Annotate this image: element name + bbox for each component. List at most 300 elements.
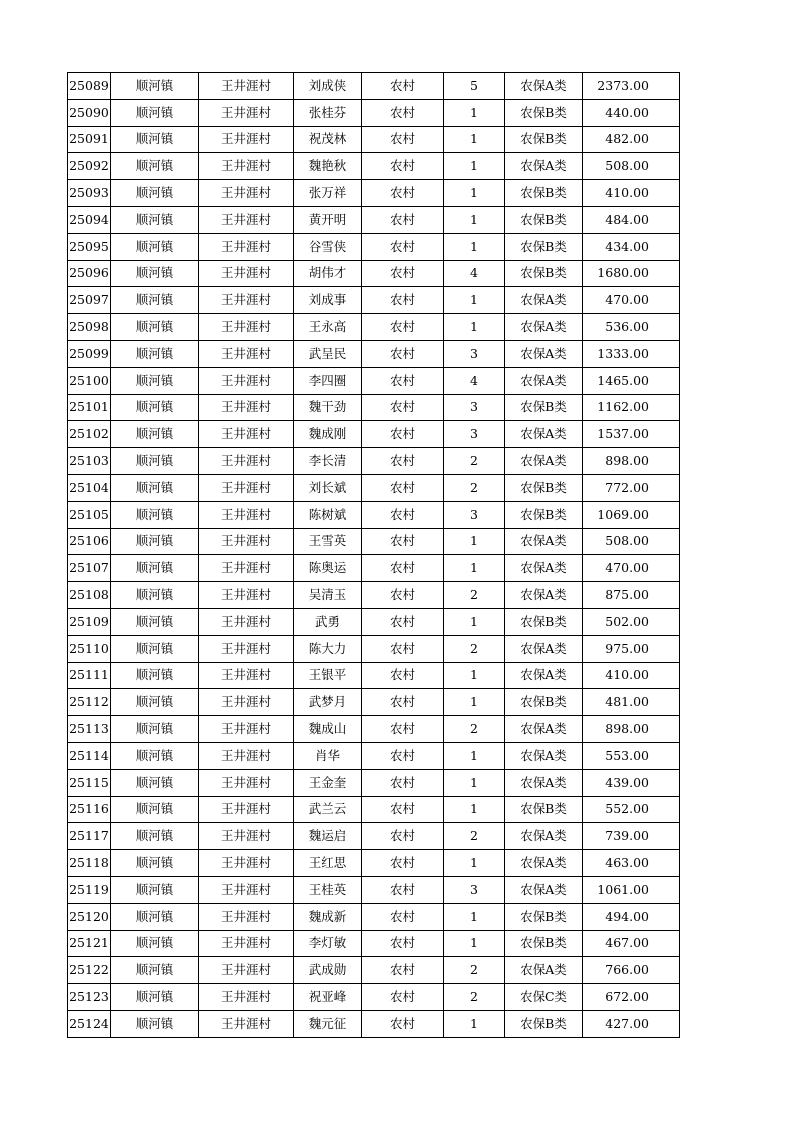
- table-row: [68, 153, 680, 180]
- type-cell: 农村: [362, 394, 444, 421]
- amount-cell: 440.00: [583, 99, 680, 126]
- table-row: [68, 876, 680, 903]
- town-cell: 顺河镇: [111, 582, 199, 609]
- amount-cell: 1680.00: [583, 260, 680, 287]
- count-cell: 1: [444, 233, 505, 260]
- name-cell: 王永高: [294, 314, 362, 341]
- category-cell: 农保A类: [505, 73, 583, 100]
- name-cell: 魏成刚: [294, 421, 362, 448]
- record-id-cell: 25112: [68, 689, 111, 716]
- record-id-cell: 25119: [68, 876, 111, 903]
- record-id-cell: 25122: [68, 957, 111, 984]
- type-cell: 农村: [362, 823, 444, 850]
- category-cell: 农保A类: [505, 742, 583, 769]
- village-cell: 王井涯村: [199, 314, 294, 341]
- village-cell: 王井涯村: [199, 287, 294, 314]
- amount-cell: 410.00: [583, 180, 680, 207]
- category-cell: 农保B类: [505, 233, 583, 260]
- village-cell: 王井涯村: [199, 769, 294, 796]
- type-cell: 农村: [362, 742, 444, 769]
- category-cell: 农保A类: [505, 957, 583, 984]
- village-cell: 王井涯村: [199, 957, 294, 984]
- name-cell: 刘长斌: [294, 474, 362, 501]
- village-cell: 王井涯村: [199, 716, 294, 743]
- name-cell: 魏元征: [294, 1010, 362, 1037]
- village-cell: 王井涯村: [199, 260, 294, 287]
- town-cell: 顺河镇: [111, 796, 199, 823]
- record-id-cell: 25123: [68, 984, 111, 1011]
- category-cell: 农保B类: [505, 260, 583, 287]
- category-cell: 农保B类: [505, 1010, 583, 1037]
- village-cell: 王井涯村: [199, 99, 294, 126]
- type-cell: 农村: [362, 260, 444, 287]
- village-cell: 王井涯村: [199, 876, 294, 903]
- type-cell: 农村: [362, 984, 444, 1011]
- record-id-cell: 25101: [68, 394, 111, 421]
- amount-cell: 1069.00: [583, 501, 680, 528]
- count-cell: 1: [444, 528, 505, 555]
- table-body: [68, 73, 680, 1038]
- table-row: [68, 448, 680, 475]
- count-cell: 3: [444, 394, 505, 421]
- town-cell: 顺河镇: [111, 635, 199, 662]
- table-row: [68, 73, 680, 100]
- record-id-cell: 25108: [68, 582, 111, 609]
- amount-cell: 898.00: [583, 716, 680, 743]
- category-cell: 农保A类: [505, 769, 583, 796]
- village-cell: 王井涯村: [199, 635, 294, 662]
- amount-cell: 508.00: [583, 528, 680, 555]
- count-cell: 1: [444, 180, 505, 207]
- town-cell: 顺河镇: [111, 73, 199, 100]
- amount-cell: 502.00: [583, 608, 680, 635]
- category-cell: 农保A类: [505, 850, 583, 877]
- name-cell: 武成勋: [294, 957, 362, 984]
- category-cell: 农保A类: [505, 876, 583, 903]
- category-cell: 农保B类: [505, 930, 583, 957]
- table-row: [68, 367, 680, 394]
- name-cell: 武呈民: [294, 340, 362, 367]
- count-cell: 1: [444, 126, 505, 153]
- name-cell: 陈奥运: [294, 555, 362, 582]
- type-cell: 农村: [362, 1010, 444, 1037]
- town-cell: 顺河镇: [111, 903, 199, 930]
- town-cell: 顺河镇: [111, 340, 199, 367]
- table-row: [68, 823, 680, 850]
- count-cell: 1: [444, 742, 505, 769]
- count-cell: 1: [444, 850, 505, 877]
- amount-cell: 772.00: [583, 474, 680, 501]
- record-id-cell: 25124: [68, 1010, 111, 1037]
- type-cell: 农村: [362, 287, 444, 314]
- name-cell: 黄开明: [294, 206, 362, 233]
- village-cell: 王井涯村: [199, 206, 294, 233]
- name-cell: 胡伟才: [294, 260, 362, 287]
- type-cell: 农村: [362, 528, 444, 555]
- town-cell: 顺河镇: [111, 608, 199, 635]
- amount-cell: 766.00: [583, 957, 680, 984]
- name-cell: 谷雪侠: [294, 233, 362, 260]
- town-cell: 顺河镇: [111, 314, 199, 341]
- count-cell: 2: [444, 823, 505, 850]
- name-cell: 陈大力: [294, 635, 362, 662]
- town-cell: 顺河镇: [111, 260, 199, 287]
- village-cell: 王井涯村: [199, 501, 294, 528]
- table-row: [68, 421, 680, 448]
- town-cell: 顺河镇: [111, 233, 199, 260]
- count-cell: 1: [444, 769, 505, 796]
- category-cell: 农保B类: [505, 608, 583, 635]
- village-cell: 王井涯村: [199, 608, 294, 635]
- record-id-cell: 25096: [68, 260, 111, 287]
- town-cell: 顺河镇: [111, 394, 199, 421]
- count-cell: 2: [444, 984, 505, 1011]
- village-cell: 王井涯村: [199, 180, 294, 207]
- type-cell: 农村: [362, 716, 444, 743]
- amount-cell: 484.00: [583, 206, 680, 233]
- amount-cell: 875.00: [583, 582, 680, 609]
- count-cell: 1: [444, 662, 505, 689]
- name-cell: 王红思: [294, 850, 362, 877]
- category-cell: 农保B类: [505, 99, 583, 126]
- village-cell: 王井涯村: [199, 421, 294, 448]
- category-cell: 农保A类: [505, 528, 583, 555]
- amount-cell: 898.00: [583, 448, 680, 475]
- category-cell: 农保A类: [505, 367, 583, 394]
- table-row: [68, 742, 680, 769]
- town-cell: 顺河镇: [111, 930, 199, 957]
- town-cell: 顺河镇: [111, 99, 199, 126]
- category-cell: 农保A类: [505, 716, 583, 743]
- table-row: [68, 957, 680, 984]
- town-cell: 顺河镇: [111, 1010, 199, 1037]
- category-cell: 农保A类: [505, 340, 583, 367]
- village-cell: 王井涯村: [199, 73, 294, 100]
- type-cell: 农村: [362, 501, 444, 528]
- record-id-cell: 25089: [68, 73, 111, 100]
- count-cell: 1: [444, 314, 505, 341]
- table-row: [68, 260, 680, 287]
- table-row: [68, 314, 680, 341]
- type-cell: 农村: [362, 367, 444, 394]
- type-cell: 农村: [362, 99, 444, 126]
- record-id-cell: 25114: [68, 742, 111, 769]
- category-cell: 农保A类: [505, 555, 583, 582]
- amount-cell: 1162.00: [583, 394, 680, 421]
- amount-cell: 536.00: [583, 314, 680, 341]
- name-cell: 刘成事: [294, 287, 362, 314]
- village-cell: 王井涯村: [199, 850, 294, 877]
- record-id-cell: 25103: [68, 448, 111, 475]
- table-row: [68, 180, 680, 207]
- type-cell: 农村: [362, 582, 444, 609]
- table-row: [68, 287, 680, 314]
- town-cell: 顺河镇: [111, 126, 199, 153]
- table-row: [68, 796, 680, 823]
- type-cell: 农村: [362, 769, 444, 796]
- town-cell: 顺河镇: [111, 876, 199, 903]
- category-cell: 农保A类: [505, 314, 583, 341]
- name-cell: 肖华: [294, 742, 362, 769]
- amount-cell: 739.00: [583, 823, 680, 850]
- category-cell: 农保A类: [505, 823, 583, 850]
- count-cell: 2: [444, 635, 505, 662]
- record-id-cell: 25118: [68, 850, 111, 877]
- type-cell: 农村: [362, 662, 444, 689]
- town-cell: 顺河镇: [111, 689, 199, 716]
- table-row: [68, 930, 680, 957]
- type-cell: 农村: [362, 876, 444, 903]
- count-cell: 4: [444, 367, 505, 394]
- category-cell: 农保B类: [505, 903, 583, 930]
- town-cell: 顺河镇: [111, 448, 199, 475]
- count-cell: 1: [444, 608, 505, 635]
- name-cell: 魏艳秋: [294, 153, 362, 180]
- table-row: [68, 662, 680, 689]
- type-cell: 农村: [362, 930, 444, 957]
- count-cell: 1: [444, 153, 505, 180]
- amount-cell: 1537.00: [583, 421, 680, 448]
- town-cell: 顺河镇: [111, 180, 199, 207]
- count-cell: 1: [444, 555, 505, 582]
- amount-cell: 552.00: [583, 796, 680, 823]
- town-cell: 顺河镇: [111, 662, 199, 689]
- amount-cell: 470.00: [583, 287, 680, 314]
- table-row: [68, 126, 680, 153]
- type-cell: 农村: [362, 850, 444, 877]
- village-cell: 王井涯村: [199, 528, 294, 555]
- type-cell: 农村: [362, 555, 444, 582]
- table-row: [68, 689, 680, 716]
- table-row: [68, 984, 680, 1011]
- amount-cell: 481.00: [583, 689, 680, 716]
- count-cell: 3: [444, 421, 505, 448]
- town-cell: 顺河镇: [111, 850, 199, 877]
- village-cell: 王井涯村: [199, 367, 294, 394]
- type-cell: 农村: [362, 608, 444, 635]
- table-row: [68, 501, 680, 528]
- category-cell: 农保A类: [505, 448, 583, 475]
- name-cell: 张桂芬: [294, 99, 362, 126]
- amount-cell: 427.00: [583, 1010, 680, 1037]
- amount-cell: 439.00: [583, 769, 680, 796]
- table-row: [68, 716, 680, 743]
- count-cell: 1: [444, 930, 505, 957]
- name-cell: 王银平: [294, 662, 362, 689]
- amount-cell: 434.00: [583, 233, 680, 260]
- record-id-cell: 25090: [68, 99, 111, 126]
- name-cell: 李长清: [294, 448, 362, 475]
- name-cell: 祝茂林: [294, 126, 362, 153]
- amount-cell: 1061.00: [583, 876, 680, 903]
- record-id-cell: 25099: [68, 340, 111, 367]
- village-cell: 王井涯村: [199, 903, 294, 930]
- name-cell: 刘成侠: [294, 73, 362, 100]
- count-cell: 1: [444, 99, 505, 126]
- amount-cell: 467.00: [583, 930, 680, 957]
- village-cell: 王井涯村: [199, 796, 294, 823]
- name-cell: 王桂英: [294, 876, 362, 903]
- record-id-cell: 25121: [68, 930, 111, 957]
- table-row: [68, 769, 680, 796]
- name-cell: 武梦月: [294, 689, 362, 716]
- type-cell: 农村: [362, 448, 444, 475]
- count-cell: 1: [444, 206, 505, 233]
- record-id-cell: 25120: [68, 903, 111, 930]
- amount-cell: 672.00: [583, 984, 680, 1011]
- amount-cell: 553.00: [583, 742, 680, 769]
- village-cell: 王井涯村: [199, 582, 294, 609]
- count-cell: 2: [444, 582, 505, 609]
- type-cell: 农村: [362, 689, 444, 716]
- type-cell: 农村: [362, 153, 444, 180]
- type-cell: 农村: [362, 126, 444, 153]
- category-cell: 农保B类: [505, 180, 583, 207]
- amount-cell: 1333.00: [583, 340, 680, 367]
- type-cell: 农村: [362, 903, 444, 930]
- table-row: [68, 474, 680, 501]
- type-cell: 农村: [362, 796, 444, 823]
- village-cell: 王井涯村: [199, 448, 294, 475]
- count-cell: 1: [444, 287, 505, 314]
- amount-cell: 410.00: [583, 662, 680, 689]
- count-cell: 1: [444, 1010, 505, 1037]
- count-cell: 4: [444, 260, 505, 287]
- table-row: [68, 528, 680, 555]
- count-cell: 1: [444, 796, 505, 823]
- record-id-cell: 25117: [68, 823, 111, 850]
- category-cell: 农保B类: [505, 126, 583, 153]
- name-cell: 魏干劲: [294, 394, 362, 421]
- record-id-cell: 25111: [68, 662, 111, 689]
- records-table: [67, 72, 680, 1038]
- type-cell: 农村: [362, 421, 444, 448]
- village-cell: 王井涯村: [199, 474, 294, 501]
- table-row: [68, 340, 680, 367]
- town-cell: 顺河镇: [111, 769, 199, 796]
- record-id-cell: 25104: [68, 474, 111, 501]
- name-cell: 魏成山: [294, 716, 362, 743]
- type-cell: 农村: [362, 73, 444, 100]
- type-cell: 农村: [362, 474, 444, 501]
- village-cell: 王井涯村: [199, 153, 294, 180]
- category-cell: 农保B类: [505, 689, 583, 716]
- table-row: [68, 608, 680, 635]
- table-row: [68, 99, 680, 126]
- record-id-cell: 25091: [68, 126, 111, 153]
- village-cell: 王井涯村: [199, 340, 294, 367]
- amount-cell: 2373.00: [583, 73, 680, 100]
- count-cell: 2: [444, 448, 505, 475]
- town-cell: 顺河镇: [111, 421, 199, 448]
- name-cell: 李灯敏: [294, 930, 362, 957]
- count-cell: 3: [444, 501, 505, 528]
- type-cell: 农村: [362, 635, 444, 662]
- name-cell: 魏成新: [294, 903, 362, 930]
- table-row: [68, 206, 680, 233]
- count-cell: 2: [444, 716, 505, 743]
- name-cell: 魏运启: [294, 823, 362, 850]
- village-cell: 王井涯村: [199, 689, 294, 716]
- name-cell: 王雪英: [294, 528, 362, 555]
- town-cell: 顺河镇: [111, 501, 199, 528]
- name-cell: 张万祥: [294, 180, 362, 207]
- type-cell: 农村: [362, 233, 444, 260]
- town-cell: 顺河镇: [111, 206, 199, 233]
- table-row: [68, 635, 680, 662]
- name-cell: 陈树斌: [294, 501, 362, 528]
- type-cell: 农村: [362, 340, 444, 367]
- village-cell: 王井涯村: [199, 233, 294, 260]
- category-cell: 农保B类: [505, 796, 583, 823]
- town-cell: 顺河镇: [111, 287, 199, 314]
- count-cell: 3: [444, 876, 505, 903]
- amount-cell: 482.00: [583, 126, 680, 153]
- village-cell: 王井涯村: [199, 394, 294, 421]
- name-cell: 李四圈: [294, 367, 362, 394]
- count-cell: 1: [444, 689, 505, 716]
- category-cell: 农保A类: [505, 662, 583, 689]
- town-cell: 顺河镇: [111, 528, 199, 555]
- village-cell: 王井涯村: [199, 126, 294, 153]
- name-cell: 祝亚峰: [294, 984, 362, 1011]
- category-cell: 农保A类: [505, 635, 583, 662]
- record-id-cell: 25106: [68, 528, 111, 555]
- amount-cell: 1465.00: [583, 367, 680, 394]
- record-id-cell: 25102: [68, 421, 111, 448]
- name-cell: 王金奎: [294, 769, 362, 796]
- table-row: [68, 903, 680, 930]
- table-row: [68, 850, 680, 877]
- town-cell: 顺河镇: [111, 474, 199, 501]
- name-cell: 武勇: [294, 608, 362, 635]
- category-cell: 农保A类: [505, 582, 583, 609]
- count-cell: 2: [444, 474, 505, 501]
- record-id-cell: 25097: [68, 287, 111, 314]
- village-cell: 王井涯村: [199, 555, 294, 582]
- village-cell: 王井涯村: [199, 984, 294, 1011]
- town-cell: 顺河镇: [111, 823, 199, 850]
- record-id-cell: 25095: [68, 233, 111, 260]
- count-cell: 5: [444, 73, 505, 100]
- record-id-cell: 25094: [68, 206, 111, 233]
- table-row: [68, 582, 680, 609]
- town-cell: 顺河镇: [111, 153, 199, 180]
- type-cell: 农村: [362, 957, 444, 984]
- count-cell: 1: [444, 903, 505, 930]
- category-cell: 农保B类: [505, 394, 583, 421]
- village-cell: 王井涯村: [199, 742, 294, 769]
- category-cell: 农保A类: [505, 153, 583, 180]
- record-id-cell: 25105: [68, 501, 111, 528]
- category-cell: 农保B类: [505, 474, 583, 501]
- category-cell: 农保B类: [505, 501, 583, 528]
- record-id-cell: 25092: [68, 153, 111, 180]
- table-row: [68, 233, 680, 260]
- category-cell: 农保B类: [505, 206, 583, 233]
- record-id-cell: 25107: [68, 555, 111, 582]
- amount-cell: 508.00: [583, 153, 680, 180]
- record-id-cell: 25110: [68, 635, 111, 662]
- record-id-cell: 25116: [68, 796, 111, 823]
- town-cell: 顺河镇: [111, 957, 199, 984]
- name-cell: 吴清玉: [294, 582, 362, 609]
- amount-cell: 463.00: [583, 850, 680, 877]
- type-cell: 农村: [362, 314, 444, 341]
- amount-cell: 470.00: [583, 555, 680, 582]
- category-cell: 农保C类: [505, 984, 583, 1011]
- village-cell: 王井涯村: [199, 823, 294, 850]
